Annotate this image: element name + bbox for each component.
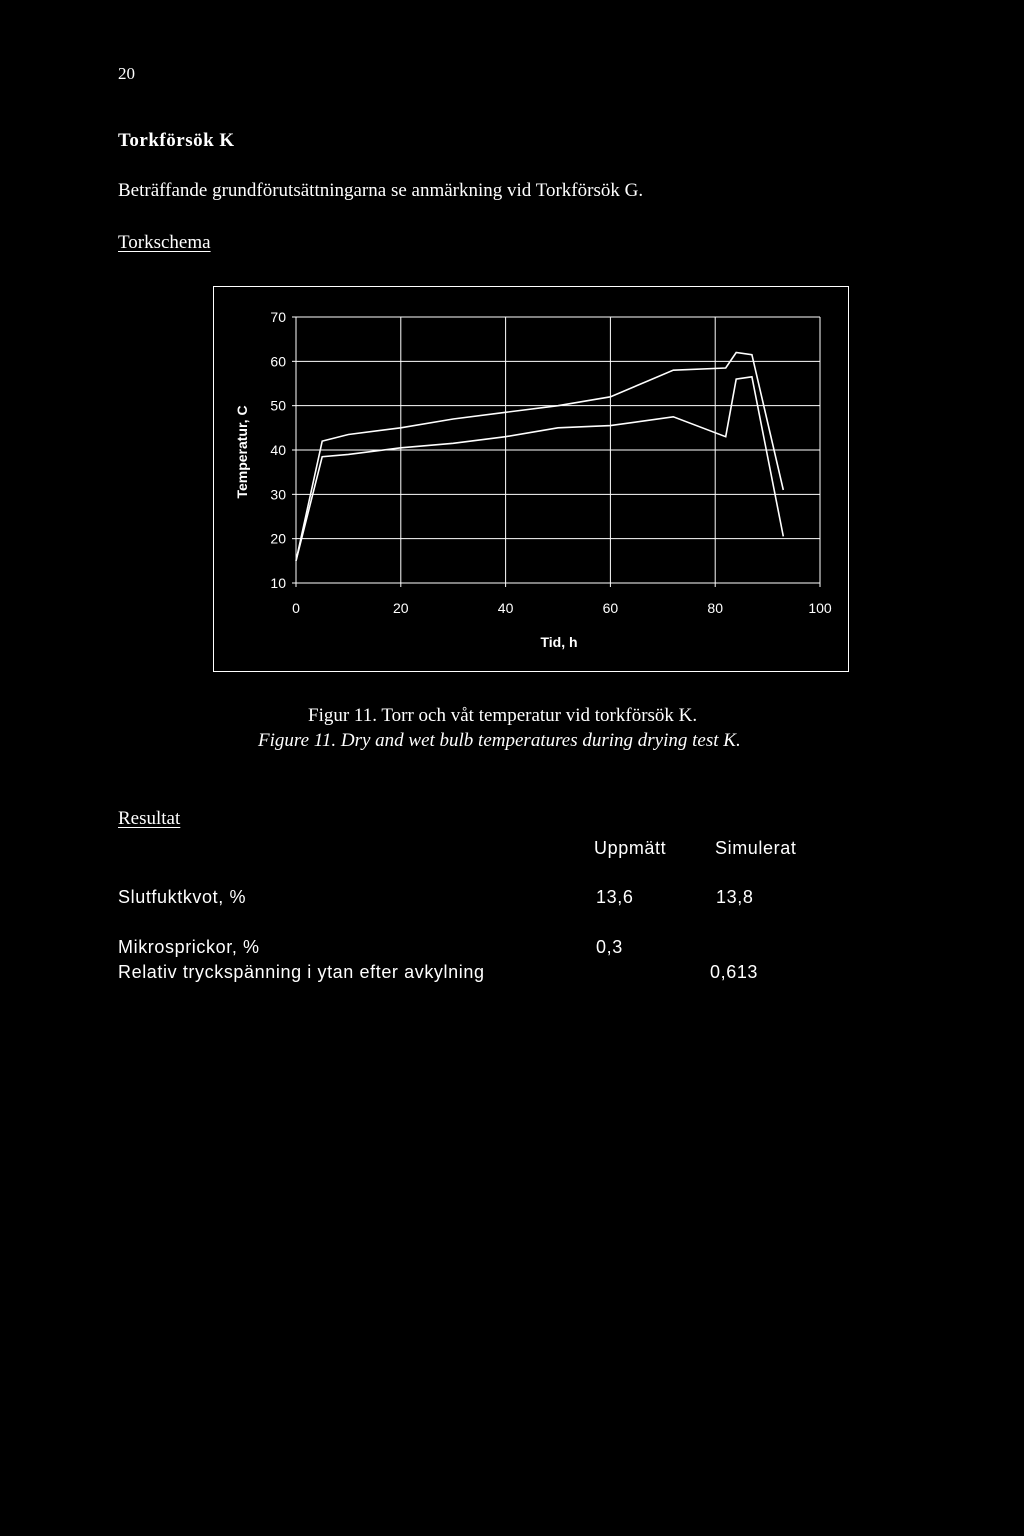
- column-header-simulated: Simulerat: [715, 838, 797, 858]
- figure-caption-swedish: Figur 11. Torr och våt temperatur vid torkförsök K.: [308, 705, 698, 726]
- y-tick-label: 60: [270, 353, 286, 370]
- y-tick-label: 30: [270, 486, 286, 503]
- result-label-microcracks: Mikrosprickor, %: [118, 937, 260, 957]
- x-axis-label: Tid, h: [540, 634, 578, 650]
- y-tick-label: 20: [270, 530, 286, 547]
- results-heading: Resultat: [118, 808, 181, 829]
- x-tick-label: 60: [602, 600, 619, 616]
- temperature-chart: [213, 286, 849, 672]
- drying-schedule-heading: Torkschema: [118, 232, 211, 253]
- temperature-chart-svg: [214, 287, 850, 673]
- x-tick-label: 100: [808, 600, 832, 616]
- page-number: 20: [118, 64, 135, 83]
- x-tick-label: 0: [292, 600, 300, 616]
- y-tick-label: 10: [270, 575, 286, 591]
- result-simulated-compressive-stress: 0,613: [710, 962, 759, 982]
- result-measured-final-moisture: 13,6: [596, 887, 634, 907]
- result-label-final-moisture: Slutfuktkvot, %: [118, 887, 247, 907]
- tick-layer: [270, 309, 831, 616]
- result-measured-microcracks: 0,3: [596, 937, 623, 957]
- y-tick-label: 40: [270, 442, 286, 458]
- y-axis-label: Temperatur, C: [234, 405, 250, 499]
- series-layer: [296, 353, 783, 561]
- x-tick-label: 40: [497, 600, 514, 616]
- section-title: Torkförsök K: [118, 130, 235, 151]
- result-simulated-final-moisture: 13,8: [716, 887, 754, 907]
- wet-bulb-temperature-line: [296, 377, 783, 561]
- dry-bulb-temperature-line: [296, 353, 783, 561]
- x-tick-label: 20: [393, 600, 409, 616]
- y-tick-label: 70: [270, 309, 286, 325]
- x-tick-label: 80: [707, 600, 723, 616]
- figure-caption-english: Figure 11. Dry and wet bulb temperatures during drying test K.: [258, 730, 741, 751]
- result-label-compressive-stress: Relativ tryckspänning i ytan efter avkylning: [118, 962, 485, 982]
- intro-paragraph: Beträffande grundförutsättningarna se anmärkning vid Torkförsök G.: [118, 180, 644, 201]
- column-header-measured: Uppmätt: [594, 838, 667, 858]
- y-tick-label: 50: [270, 397, 286, 414]
